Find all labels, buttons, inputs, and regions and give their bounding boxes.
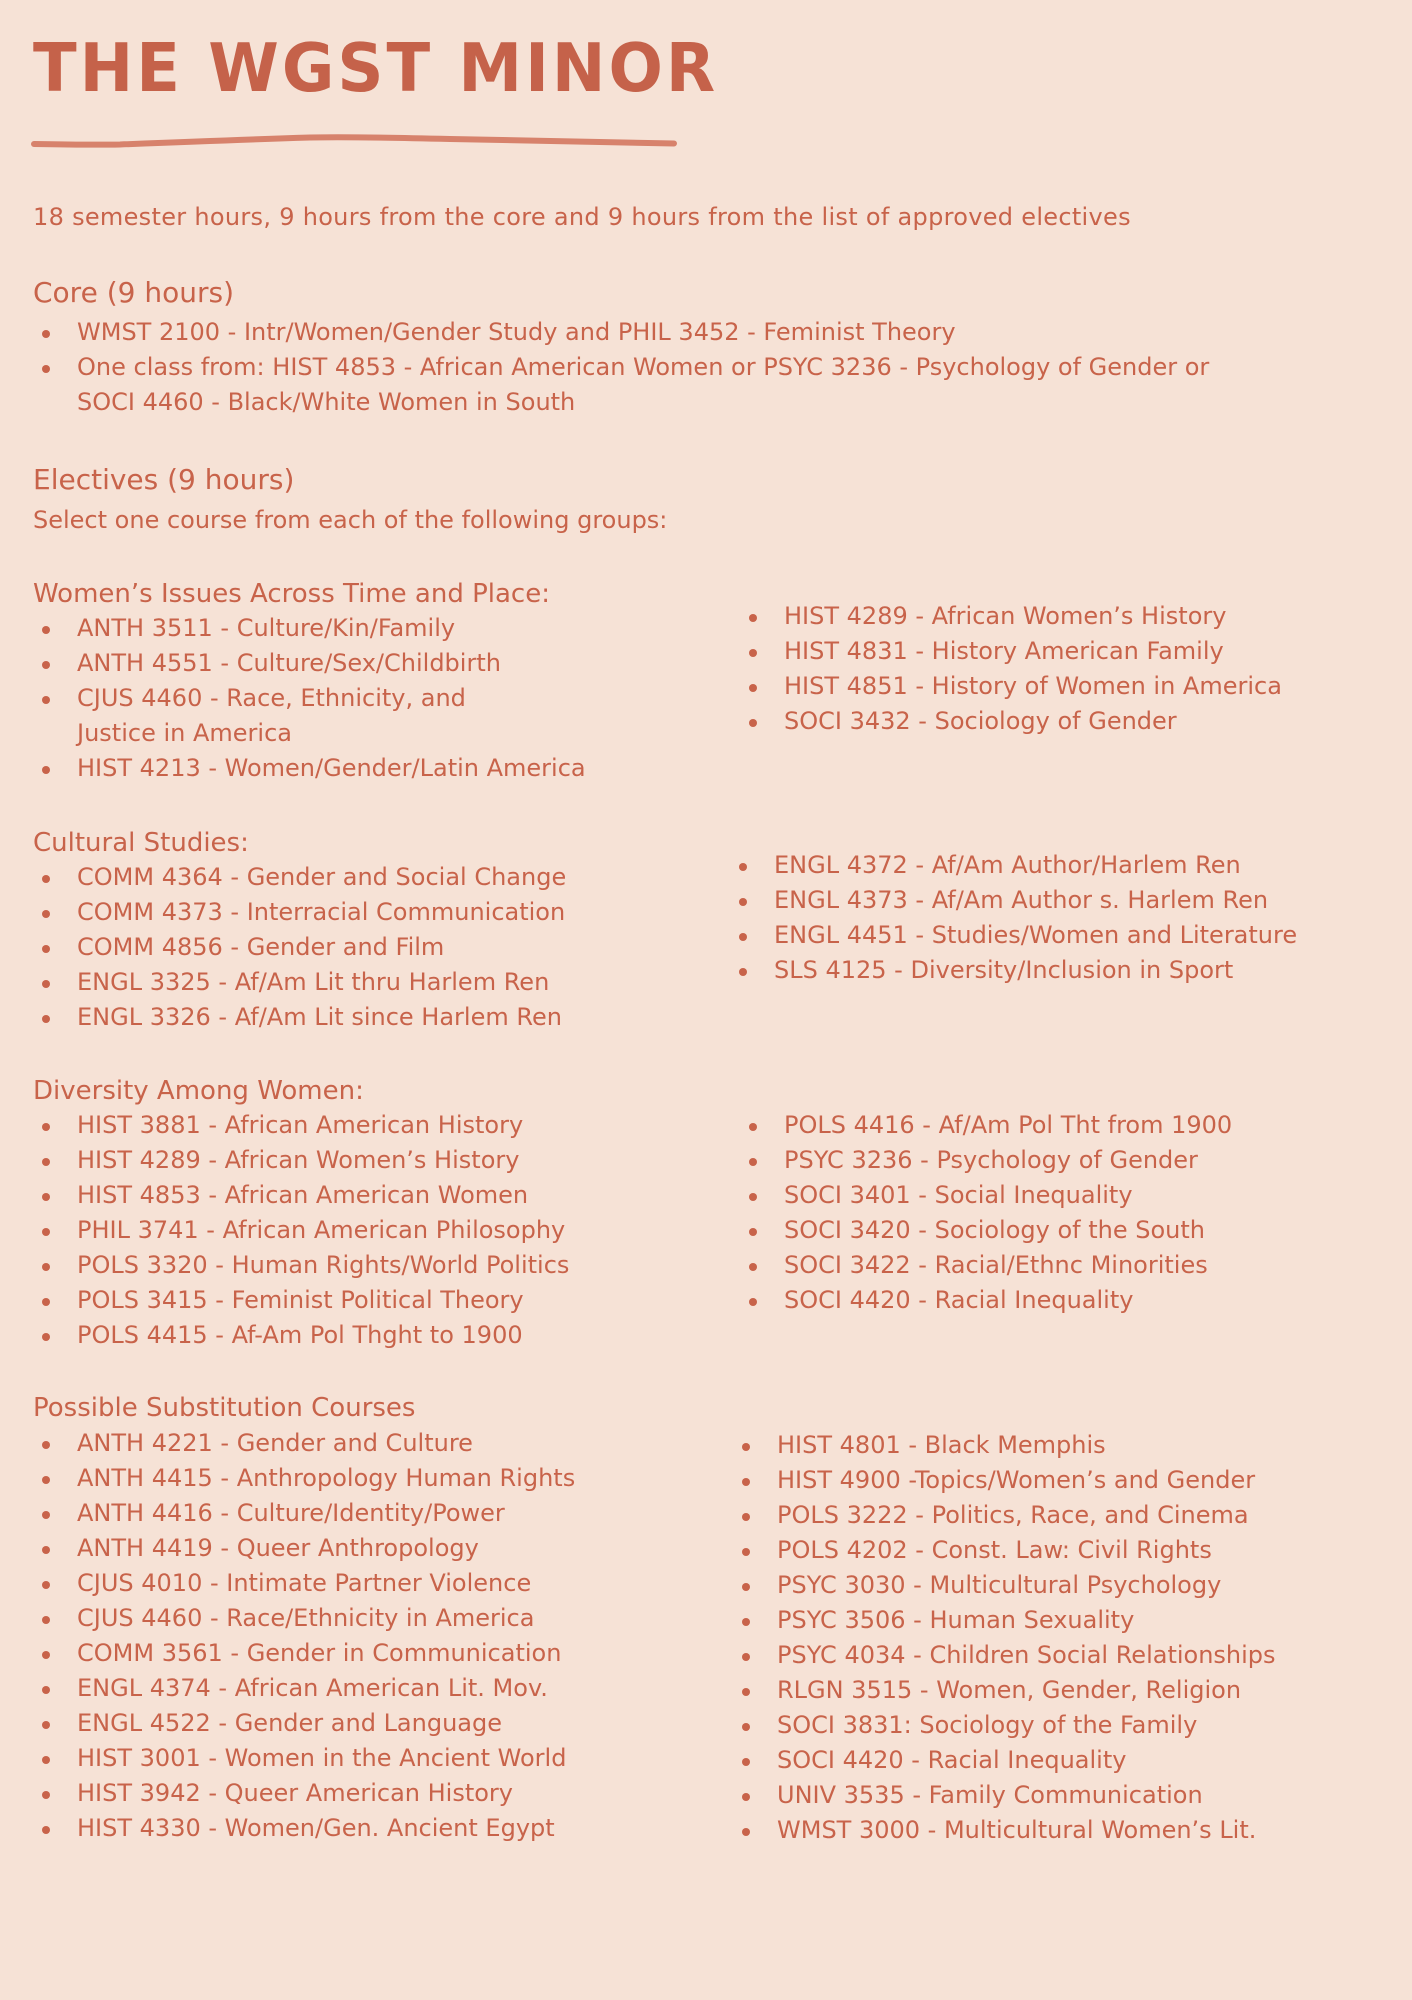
list-item: ANTH 4416 - Culture/Identity/Power	[33, 1496, 575, 1531]
list-item: HIST 4289 - African Women’s History	[740, 599, 1282, 634]
list-item: ENGL 3325 - Af/Am Lit thru Harlem Ren	[33, 965, 566, 1000]
list-item: PSYC 4034 - Children Social Relationships	[733, 1638, 1276, 1673]
list-item: ENGL 3326 - Af/Am Lit since Harlem Ren	[33, 1000, 566, 1035]
list-item: HIST 3942 - Queer American History	[33, 1776, 575, 1811]
group-heading-substitution: Possible Substitution Courses	[33, 1393, 416, 1423]
list-item	[33, 681, 586, 751]
list-item: ENGL 4372 - Af/Am Author/Harlem Ren	[730, 848, 1297, 883]
list-item: HIST 3001 - Women in the Ancient World	[33, 1741, 575, 1776]
page-title: THE WGST MINOR	[33, 30, 719, 108]
list-item: POLS 3415 - Feminist Political Theory	[33, 1283, 569, 1318]
list-item: SLS 4125 - Diversity/Inclusion in Sport	[730, 953, 1297, 988]
list-item: ENGL 4374 - African American Lit. Mov.	[33, 1671, 575, 1706]
core-list	[33, 315, 1209, 420]
list-item: ANTH 3511 - Culture/Kin/Family	[33, 611, 586, 646]
course-text: CJUS 4460 - Race, Ethnicity, and	[77, 684, 466, 712]
list-item: HIST 4289 - African Women’s History	[33, 1143, 569, 1178]
list-item	[33, 315, 1209, 350]
list-item: HIST 4330 - Women/Gen. Ancient Egypt	[33, 1811, 575, 1846]
list-item: POLS 3222 - Politics, Race, and Cinema	[733, 1498, 1276, 1533]
group-heading-cultural-studies: Cultural Studies:	[33, 828, 249, 858]
course-text: WMST 2100 - Intr/Women/Gender Study and PHIL 3452 - Feminist Theory	[77, 318, 956, 346]
list-item: PSYC 3506 - Human Sexuality	[733, 1603, 1276, 1638]
group-heading-womens-issues: Women’s Issues Across Time and Place:	[33, 579, 550, 609]
list-item: HIST 3881 - African American History	[33, 1108, 569, 1143]
list-item: SOCI 4420 - Racial Inequality	[733, 1743, 1276, 1778]
list-item: ENGL 4373 - Af/Am Author s. Harlem Ren	[730, 883, 1297, 918]
group-diversity-left	[33, 1108, 569, 1353]
list-item: HIST 4831 - History American Family	[740, 634, 1282, 669]
list-item: ENGL 4451 - Studies/Women and Literature	[730, 918, 1297, 953]
list-item: ANTH 4551 - Culture/Sex/Childbirth	[33, 646, 586, 681]
list-item: RLGN 3515 - Women, Gender, Religion	[733, 1673, 1276, 1708]
course-text-continued: Justice in America	[77, 719, 292, 747]
list-item: POLS 4416 - Af/Am Pol Tht from 1900	[740, 1108, 1232, 1143]
list-item: ANTH 4221 - Gender and Culture	[33, 1426, 575, 1461]
group-cultural-studies-right	[730, 848, 1297, 988]
list-item: HIST 4851 - History of Women in America	[740, 669, 1282, 704]
list-item: WMST 3000 - Multicultural Women’s Lit.	[733, 1813, 1276, 1848]
list-item: SOCI 3422 - Racial/Ethnc Minorities	[740, 1248, 1232, 1283]
list-item	[33, 350, 1209, 420]
list-item: HIST 4900 -Topics/Women’s and Gender	[733, 1463, 1276, 1498]
group-womens-issues-right	[740, 599, 1282, 739]
list-item: SOCI 3401 - Social Inequality	[740, 1178, 1232, 1213]
list-item: ANTH 4419 - Queer Anthropology	[33, 1531, 575, 1566]
list-item: PSYC 3236 - Psychology of Gender	[740, 1143, 1232, 1178]
group-diversity-right	[740, 1108, 1232, 1318]
list-item: SOCI 3432 - Sociology of Gender	[740, 704, 1282, 739]
list-item: POLS 4202 - Const. Law: Civil Rights	[733, 1533, 1276, 1568]
list-item: COMM 4373 - Interracial Communication	[33, 895, 566, 930]
group-cultural-studies-left	[33, 860, 566, 1035]
title-underline	[30, 134, 678, 150]
list-item: CJUS 4010 - Intimate Partner Violence	[33, 1566, 575, 1601]
list-item: PSYC 3030 - Multicultural Psychology	[733, 1568, 1276, 1603]
group-heading-diversity: Diversity Among Women:	[33, 1076, 364, 1106]
list-item: PHIL 3741 - African American Philosophy	[33, 1213, 569, 1248]
group-substitution-right	[733, 1428, 1276, 1848]
core-heading: Core (9 hours)	[33, 276, 234, 309]
electives-heading: Electives (9 hours)	[33, 463, 295, 496]
list-item: COMM 4364 - Gender and Social Change	[33, 860, 566, 895]
list-item: SOCI 3831: Sociology of the Family	[733, 1708, 1276, 1743]
underline-stroke	[34, 137, 674, 144]
group-substitution-left	[33, 1426, 575, 1846]
list-item: UNIV 3535 - Family Communication	[733, 1778, 1276, 1813]
list-item: SOCI 4420 - Racial Inequality	[740, 1283, 1232, 1318]
list-item: HIST 4801 - Black Memphis	[733, 1428, 1276, 1463]
list-item: POLS 3320 - Human Rights/World Politics	[33, 1248, 569, 1283]
course-text-continued: SOCI 4460 - Black/White Women in South	[77, 388, 576, 416]
list-item: CJUS 4460 - Race/Ethnicity in America	[33, 1601, 575, 1636]
list-item: ANTH 4415 - Anthropology Human Rights	[33, 1461, 575, 1496]
list-item: POLS 4415 - Af-Am Pol Thght to 1900	[33, 1318, 569, 1353]
list-item: COMM 3561 - Gender in Communication	[33, 1636, 575, 1671]
list-item: ENGL 4522 - Gender and Language	[33, 1706, 575, 1741]
list-item: HIST 4213 - Women/Gender/Latin America	[33, 751, 586, 786]
intro-text: 18 semester hours, 9 hours from the core and 9 hours from the list of approved electives	[33, 203, 1131, 231]
electives-instruction: Select one course from each of the following groups:	[33, 506, 668, 534]
course-text: One class from: HIST 4853 - African American Women or PSYC 3236 - Psychology of Gender or	[77, 353, 1210, 381]
list-item: HIST 4853 - African American Women	[33, 1178, 569, 1213]
group-womens-issues-left	[33, 611, 586, 786]
list-item: COMM 4856 - Gender and Film	[33, 930, 566, 965]
list-item: SOCI 3420 - Sociology of the South	[740, 1213, 1232, 1248]
